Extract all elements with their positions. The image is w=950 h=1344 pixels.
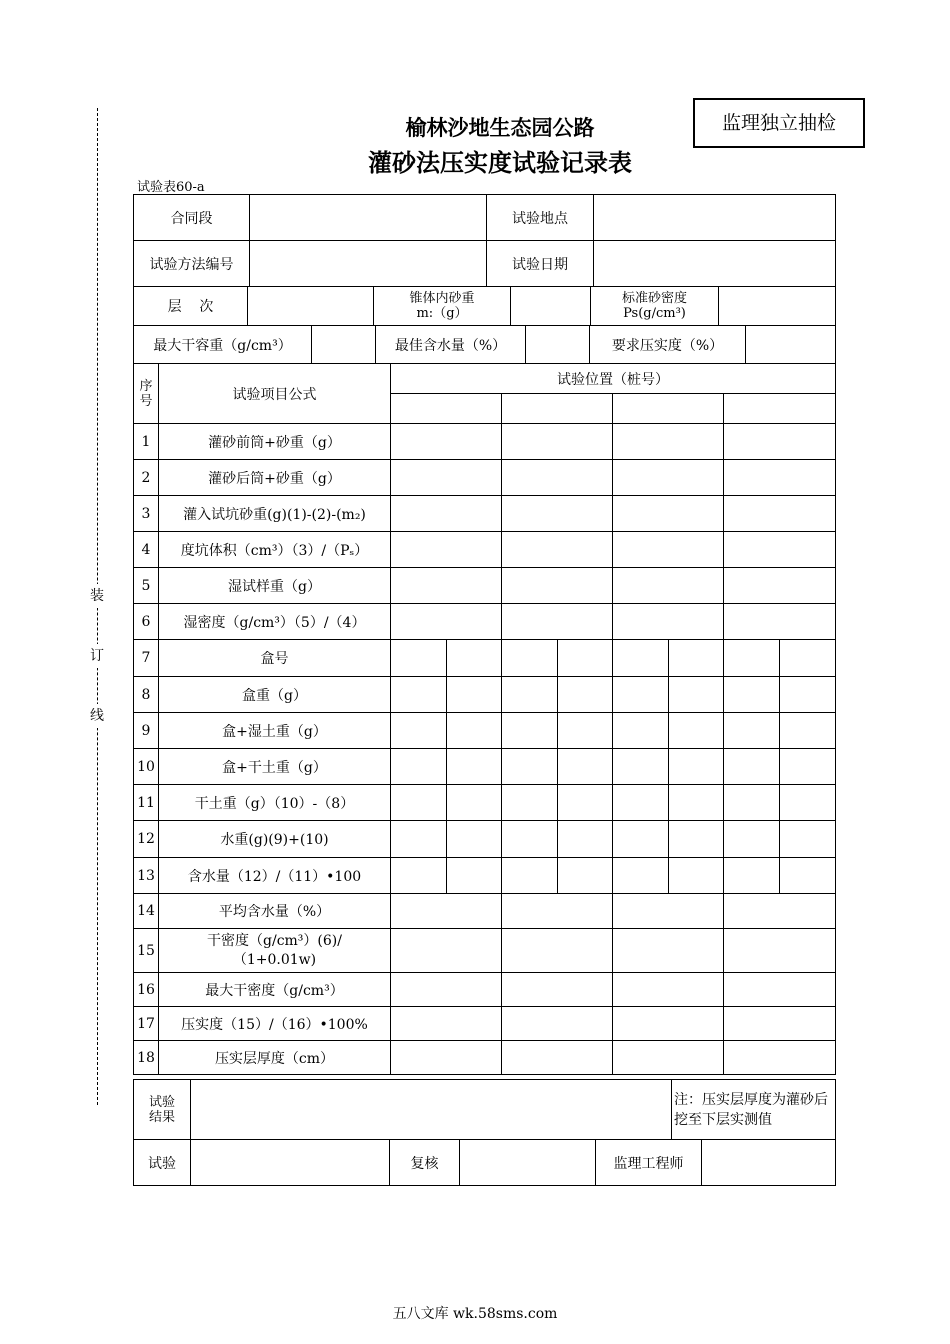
data-cell[interactable]: [558, 713, 613, 749]
row-number: 9: [134, 713, 159, 749]
row-number: 8: [134, 677, 159, 713]
data-cell[interactable]: [724, 713, 780, 749]
data-cell[interactable]: [502, 677, 558, 713]
row-label: 干密度（g/cm³）(6)/（1+0.01w): [159, 929, 391, 973]
data-cell[interactable]: [780, 640, 836, 677]
tester-label: 试验: [134, 1140, 191, 1186]
data-cell[interactable]: [447, 640, 502, 677]
data-cell[interactable]: [502, 604, 613, 640]
data-cell[interactable]: [724, 929, 836, 973]
data-cell[interactable]: [613, 749, 669, 785]
max-dry-value[interactable]: [312, 326, 376, 364]
data-cell[interactable]: [391, 532, 502, 568]
data-cell[interactable]: [391, 640, 447, 677]
row-number: 3: [134, 496, 159, 532]
location-value[interactable]: [594, 195, 836, 241]
project-title: 榆林沙地生态园公路: [405, 116, 595, 140]
data-cell[interactable]: [502, 568, 613, 604]
position-cell[interactable]: [502, 394, 613, 424]
data-cell[interactable]: [724, 858, 780, 894]
table-row: [134, 929, 836, 973]
data-cell[interactable]: [558, 821, 613, 858]
table-row: [134, 821, 836, 858]
binding-char-1: 装: [84, 584, 110, 608]
data-cell[interactable]: [724, 821, 780, 858]
data-cell[interactable]: [447, 785, 502, 821]
row-number: 2: [134, 460, 159, 496]
row-label: 平均含水量（%）: [159, 894, 391, 929]
opt-water-label: 最佳含水量（%）: [376, 326, 526, 364]
data-cell[interactable]: [724, 677, 780, 713]
data-cell[interactable]: [502, 858, 558, 894]
row-number: 1: [134, 424, 159, 460]
data-cell[interactable]: [391, 1041, 502, 1075]
row-label: 盒号: [159, 640, 391, 677]
row-label: 最大干密度（g/cm³）: [159, 973, 391, 1007]
data-cell[interactable]: [391, 713, 447, 749]
tester-signature[interactable]: [191, 1140, 390, 1186]
header-table-c: [133, 325, 836, 364]
table-row: [134, 496, 836, 532]
req-comp-value[interactable]: [746, 326, 836, 364]
data-cell[interactable]: [724, 973, 836, 1007]
layer-label: 层 次: [134, 287, 248, 326]
data-cell[interactable]: [391, 496, 502, 532]
table-row: [134, 604, 836, 640]
footer-watermark: 五八文库 wk.58sms.com: [392, 1306, 558, 1322]
table-row: [134, 424, 836, 460]
test-table: [133, 363, 836, 1075]
header-table-a: [133, 194, 836, 287]
contract-label: 合同段: [134, 195, 250, 241]
data-cell[interactable]: [780, 858, 836, 894]
table-row: [134, 460, 836, 496]
data-cell[interactable]: [780, 821, 836, 858]
data-cell[interactable]: [391, 604, 502, 640]
table-row: [134, 1007, 836, 1041]
row-number: 17: [134, 1007, 159, 1041]
data-cell[interactable]: [447, 677, 502, 713]
location-label: 试验地点: [487, 195, 594, 241]
data-cell[interactable]: [558, 785, 613, 821]
data-cell[interactable]: [502, 532, 613, 568]
row-number: 10: [134, 749, 159, 785]
data-cell[interactable]: [391, 858, 447, 894]
data-cell[interactable]: [502, 460, 613, 496]
method-value[interactable]: [250, 241, 487, 287]
row-number: 6: [134, 604, 159, 640]
data-cell[interactable]: [391, 424, 502, 460]
data-cell[interactable]: [447, 749, 502, 785]
seq-header: 序号: [134, 364, 159, 424]
row-number: 7: [134, 640, 159, 677]
signoff-table: [133, 1139, 836, 1186]
position-cell[interactable]: [613, 394, 724, 424]
data-cell[interactable]: [669, 640, 724, 677]
form-title: 灌砂法压实度试验记录表: [368, 149, 632, 177]
data-cell[interactable]: [669, 713, 724, 749]
date-value[interactable]: [594, 241, 836, 287]
layer-value[interactable]: [248, 287, 374, 326]
data-cell[interactable]: [391, 821, 447, 858]
row-label: 压实层厚度（cm）: [159, 1041, 391, 1075]
data-cell[interactable]: [502, 1041, 613, 1075]
row-number: 13: [134, 858, 159, 894]
data-cell[interactable]: [502, 1007, 613, 1041]
data-cell[interactable]: [613, 821, 669, 858]
data-cell[interactable]: [724, 1041, 836, 1075]
result-label: 试验结果: [134, 1080, 191, 1140]
data-cell[interactable]: [613, 894, 724, 929]
data-cell[interactable]: [558, 640, 613, 677]
data-cell[interactable]: [613, 858, 669, 894]
method-label: 试验方法编号: [134, 241, 250, 287]
data-cell[interactable]: [669, 785, 724, 821]
row-number: 12: [134, 821, 159, 858]
date-label: 试验日期: [487, 241, 594, 287]
data-cell[interactable]: [502, 973, 613, 1007]
cone-sand-value[interactable]: [511, 287, 591, 326]
position-cell[interactable]: [391, 394, 502, 424]
row-number: 16: [134, 973, 159, 1007]
data-cell[interactable]: [613, 1007, 724, 1041]
data-cell[interactable]: [613, 929, 724, 973]
data-cell[interactable]: [447, 821, 502, 858]
data-cell[interactable]: [447, 858, 502, 894]
table-row: [134, 749, 836, 785]
max-dry-label: 最大干容重（g/cm³）: [134, 326, 312, 364]
data-cell[interactable]: [669, 749, 724, 785]
data-cell[interactable]: [502, 821, 558, 858]
data-cell[interactable]: [724, 749, 780, 785]
data-cell[interactable]: [613, 604, 724, 640]
table-row: [134, 677, 836, 713]
contract-value[interactable]: [250, 195, 487, 241]
row-label: 灌砂后筒+砂重（g）: [159, 460, 391, 496]
position-cell[interactable]: [724, 394, 836, 424]
row-number: 11: [134, 785, 159, 821]
data-cell[interactable]: [391, 749, 447, 785]
row-number: 5: [134, 568, 159, 604]
data-cell[interactable]: [447, 713, 502, 749]
table-row: [134, 532, 836, 568]
table-row: [134, 785, 836, 821]
row-label: 灌入试坑砂重(g)(1)-(2)-(m₂): [159, 496, 391, 532]
data-cell[interactable]: [613, 785, 669, 821]
data-cell[interactable]: [502, 785, 558, 821]
table-row: [134, 858, 836, 894]
data-cell[interactable]: [613, 496, 724, 532]
data-cell[interactable]: [724, 785, 780, 821]
data-cell[interactable]: [558, 677, 613, 713]
data-cell[interactable]: [391, 677, 447, 713]
std-density-value[interactable]: [719, 287, 836, 326]
data-cell[interactable]: [669, 821, 724, 858]
data-cell[interactable]: [613, 973, 724, 1007]
engineer-label: 监理工程师: [596, 1140, 702, 1186]
data-cell[interactable]: [391, 460, 502, 496]
data-cell[interactable]: [724, 640, 780, 677]
data-cell[interactable]: [613, 677, 669, 713]
data-cell[interactable]: [502, 929, 613, 973]
item-header: 试验项目公式: [159, 364, 391, 424]
data-cell[interactable]: [669, 677, 724, 713]
row-label: 水重(g)(9)+(10): [159, 821, 391, 858]
row-label: 盒+干土重（g）: [159, 749, 391, 785]
data-cell[interactable]: [391, 785, 447, 821]
table-row: [134, 568, 836, 604]
table-row: [134, 894, 836, 929]
data-cell[interactable]: [613, 424, 724, 460]
row-number: 15: [134, 929, 159, 973]
row-label: 盒+湿土重（g）: [159, 713, 391, 749]
data-cell[interactable]: [558, 858, 613, 894]
data-cell[interactable]: [502, 713, 558, 749]
table-row: [134, 1041, 836, 1075]
data-cell[interactable]: [391, 568, 502, 604]
result-value[interactable]: [191, 1080, 672, 1140]
data-cell[interactable]: [502, 894, 613, 929]
data-cell[interactable]: [613, 532, 724, 568]
reviewer-label: 复核: [390, 1140, 460, 1186]
header-table-b: [133, 286, 836, 326]
supervision-stamp: 监理独立抽检: [693, 98, 865, 148]
row-label: 压实度（15）/（16）•100%: [159, 1007, 391, 1041]
req-comp-label: 要求压实度（%）: [590, 326, 746, 364]
data-cell[interactable]: [502, 640, 558, 677]
table-row: [134, 973, 836, 1007]
data-cell[interactable]: [502, 496, 613, 532]
table-row: [134, 713, 836, 749]
row-label: 盒重（g）: [159, 677, 391, 713]
data-cell[interactable]: [724, 894, 836, 929]
data-cell[interactable]: [613, 460, 724, 496]
data-cell[interactable]: [780, 749, 836, 785]
data-cell[interactable]: [780, 713, 836, 749]
data-cell[interactable]: [613, 713, 669, 749]
std-density-label: 标准砂密度 Ps(g/cm³): [591, 287, 719, 326]
row-number: 18: [134, 1041, 159, 1075]
row-label: 干土重（g）（10）-（8）: [159, 785, 391, 821]
data-cell[interactable]: [724, 604, 836, 640]
data-cell[interactable]: [391, 1007, 502, 1041]
reviewer-signature[interactable]: [460, 1140, 596, 1186]
data-cell[interactable]: [780, 677, 836, 713]
result-note: 注：压实层厚度为灌砂后挖至下层实测值: [672, 1080, 836, 1140]
data-cell[interactable]: [724, 460, 836, 496]
data-cell[interactable]: [391, 894, 502, 929]
data-cell[interactable]: [724, 568, 836, 604]
data-cell[interactable]: [669, 858, 724, 894]
row-label: 度坑体积（cm³）（3）/（Pₛ）: [159, 532, 391, 568]
binding-char-3: 线: [84, 704, 110, 728]
table-row: [134, 640, 836, 677]
data-cell[interactable]: [724, 424, 836, 460]
row-label: 湿密度（g/cm³）（5）/（4）: [159, 604, 391, 640]
data-cell[interactable]: [780, 785, 836, 821]
data-cell[interactable]: [613, 1041, 724, 1075]
data-cell[interactable]: [724, 1007, 836, 1041]
data-cell[interactable]: [613, 640, 669, 677]
row-number: 4: [134, 532, 159, 568]
form-number: 试验表60-a: [137, 180, 205, 195]
engineer-signature[interactable]: [702, 1140, 836, 1186]
row-number: 14: [134, 894, 159, 929]
data-cell[interactable]: [502, 749, 558, 785]
row-label: 湿试样重（g）: [159, 568, 391, 604]
result-table: [133, 1079, 836, 1140]
position-header: 试验位置（桩号）: [391, 364, 836, 394]
row-label: 含水量（12）/（11）•100: [159, 858, 391, 894]
cone-sand-label: 锥体内砂重 m:（g）: [374, 287, 511, 326]
data-cell[interactable]: [502, 424, 613, 460]
data-cell[interactable]: [613, 568, 724, 604]
data-cell[interactable]: [391, 973, 502, 1007]
data-cell[interactable]: [391, 929, 502, 973]
data-cell[interactable]: [724, 496, 836, 532]
data-cell[interactable]: [724, 532, 836, 568]
row-label: 灌砂前筒+砂重（g）: [159, 424, 391, 460]
data-cell[interactable]: [558, 749, 613, 785]
opt-water-value[interactable]: [526, 326, 590, 364]
binding-char-2: 订: [84, 644, 110, 668]
